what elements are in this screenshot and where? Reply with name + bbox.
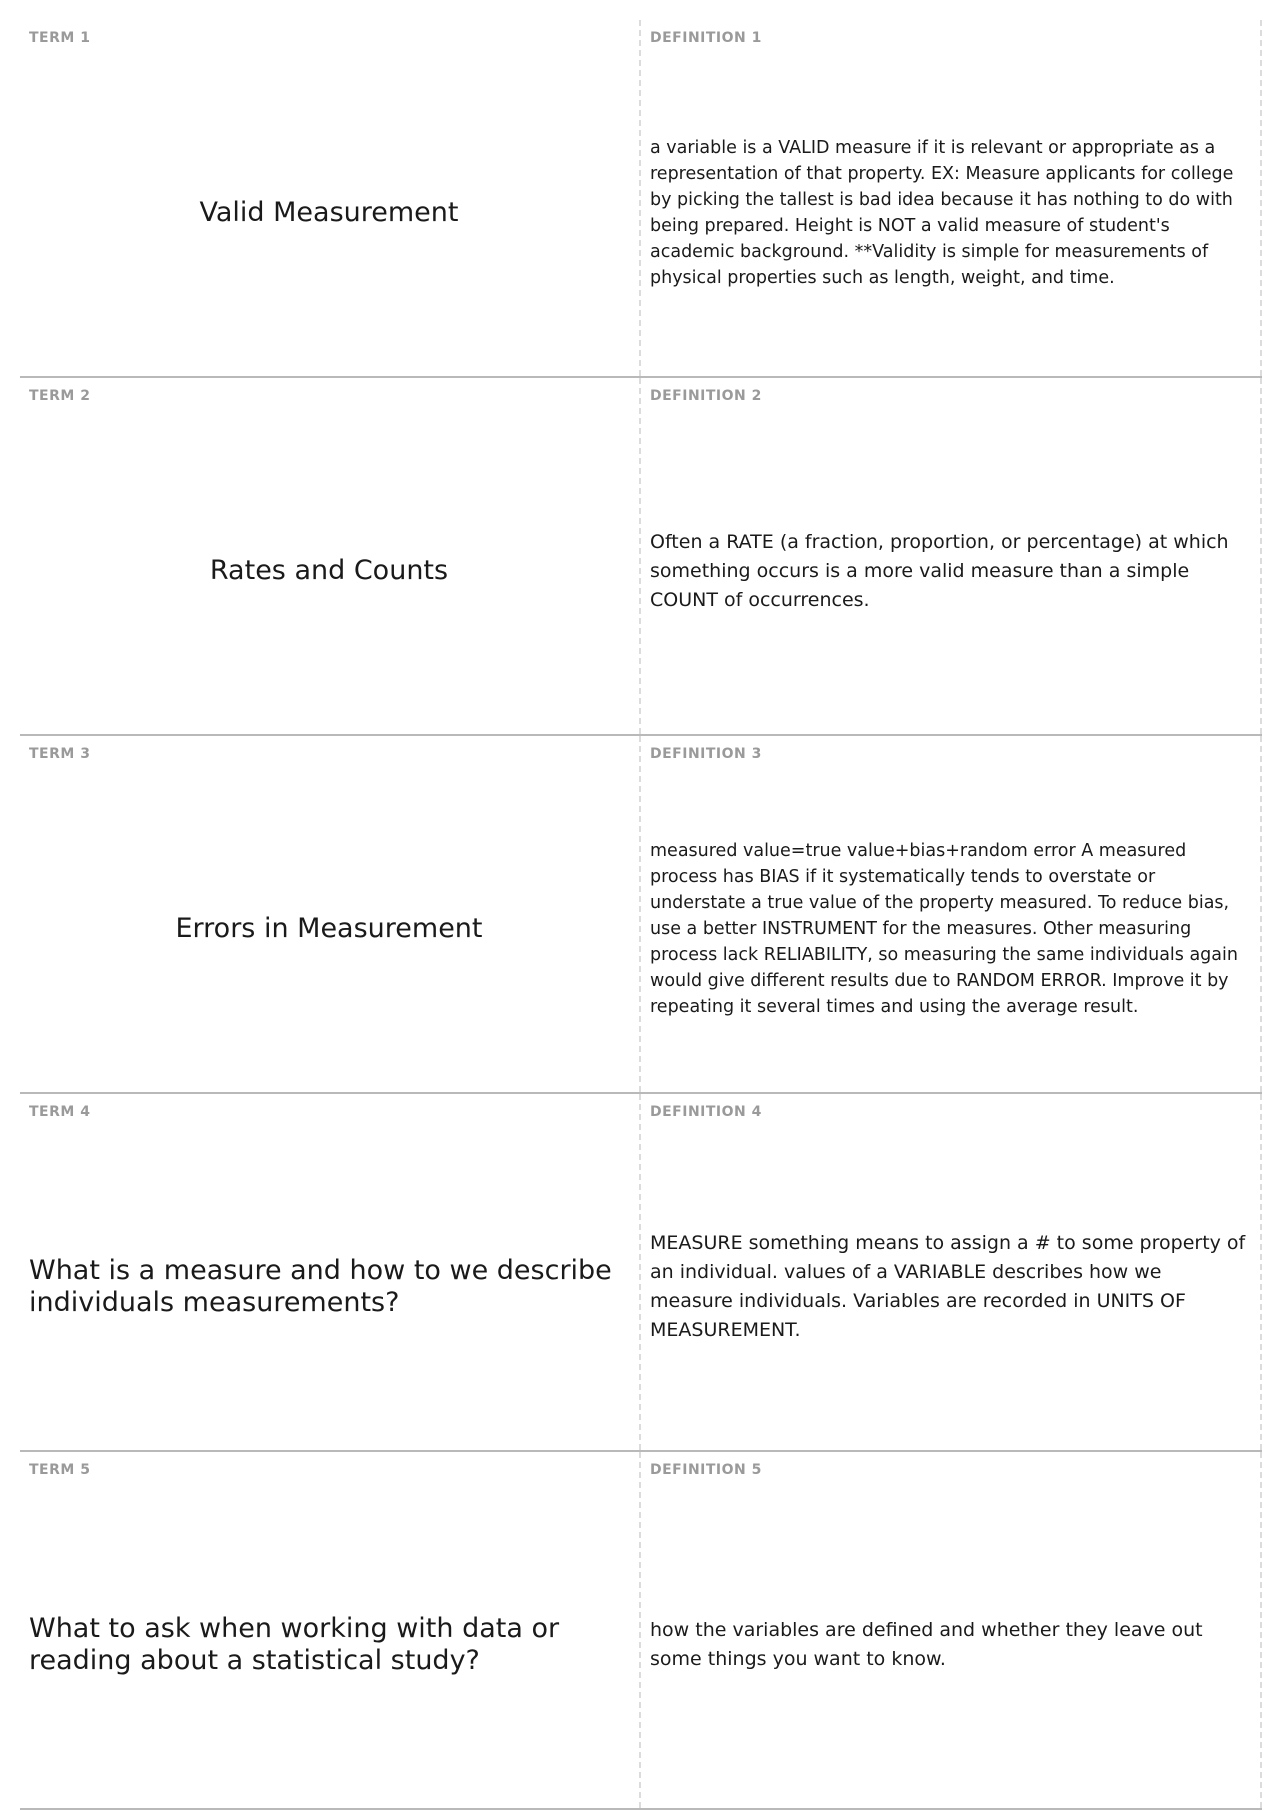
definition-label-1: DEFINITION 1 bbox=[650, 30, 762, 46]
definition-label-5: DEFINITION 5 bbox=[650, 1462, 762, 1478]
term-label-1: TERM 1 bbox=[29, 30, 91, 46]
term-text-5: What to ask when working with data or reading about a statistical study? bbox=[29, 1613, 560, 1676]
definition-cell-3 bbox=[641, 736, 1262, 1092]
term-label-5: TERM 5 bbox=[29, 1462, 91, 1478]
flashcard-sheet bbox=[20, 20, 1262, 1810]
term-cell-1 bbox=[20, 20, 641, 376]
definition-label-4: DEFINITION 4 bbox=[650, 1104, 762, 1120]
flashcard-row-3 bbox=[20, 736, 1262, 1094]
flashcard-row-5 bbox=[20, 1452, 1262, 1810]
term-cell-2 bbox=[20, 378, 641, 734]
definition-cell-2 bbox=[641, 378, 1262, 734]
term-cell-3 bbox=[20, 736, 641, 1092]
definition-text-2: Often a RATE (a fraction, proportion, or percentage) at which something occurs is a more valid measure than a simple COUNT of occurrences. bbox=[650, 530, 1229, 611]
term-cell-4 bbox=[20, 1094, 641, 1450]
definition-cell-5 bbox=[641, 1452, 1262, 1808]
term-text-1: Valid Measurement bbox=[199, 197, 459, 228]
flashcard-row-2 bbox=[20, 378, 1262, 736]
term-label-2: TERM 2 bbox=[29, 388, 91, 404]
definition-text-5: how the variables are defined and whether they leave out some things you want to know. bbox=[650, 1619, 1203, 1670]
flashcard-row-1 bbox=[20, 20, 1262, 378]
term-text-3: Errors in Measurement bbox=[175, 913, 483, 944]
term-text-4: What is a measure and how to we describe individuals measurements? bbox=[29, 1255, 612, 1318]
definition-label-2: DEFINITION 2 bbox=[650, 388, 762, 404]
definition-cell-4 bbox=[641, 1094, 1262, 1450]
term-label-4: TERM 4 bbox=[29, 1104, 91, 1120]
definition-cell-1 bbox=[641, 20, 1262, 376]
term-text-2: Rates and Counts bbox=[209, 555, 449, 586]
term-label-3: TERM 3 bbox=[29, 746, 91, 762]
term-cell-5 bbox=[20, 1452, 641, 1808]
definition-label-3: DEFINITION 3 bbox=[650, 746, 762, 762]
definition-text-3: measured value=true value+bias+random error A measured process has BIAS if it systematically tends to overstate or understate a true value of the property measured. To reduce bias, use a better INSTRUMENT for the measures. Other measuring process lack RELIABILITY, so measuring the same individuals again would give different results due to RANDOM ERROR. Improve it by repeating it several times and using the average result. bbox=[650, 841, 1238, 1017]
definition-text-4: MEASURE something means to assign a # to some property of an individual. values of a VARIABLE describes how we measure individuals. Variables are recorded in UNITS OF MEASUREMENT. bbox=[650, 1232, 1246, 1341]
flashcard-row-4 bbox=[20, 1094, 1262, 1452]
definition-text-1: a variable is a VALID measure if it is relevant or appropriate as a representation of that property. EX: Measure applicants for college by picking the tallest is bad idea because it has nothing to do with being prepared. Height is NOT a valid measure of student's academic background. **Validity is simple for measurements of physical properties such as length, weight, and time. bbox=[650, 138, 1234, 288]
